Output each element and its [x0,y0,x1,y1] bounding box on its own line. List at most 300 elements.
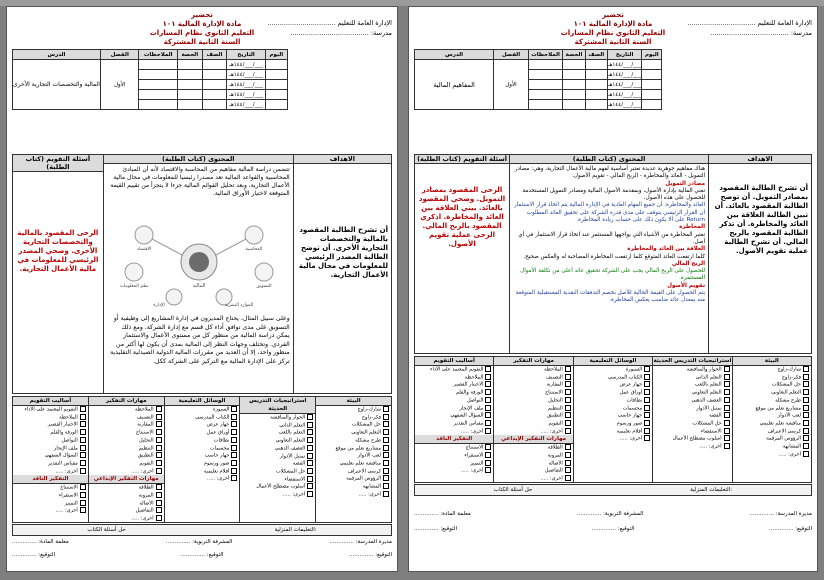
checkbox-icon[interactable] [803,381,809,387]
checkbox-icon[interactable] [803,397,809,403]
checkbox-icon[interactable] [156,421,162,427]
checkbox-icon[interactable] [485,420,491,426]
checklist-item[interactable] [574,412,652,420]
checkbox-icon[interactable] [307,422,313,428]
checklist-item[interactable] [494,381,572,389]
checklist-item[interactable] [494,444,572,452]
checklist-label: الطلاقة [547,444,563,451]
checklist-item[interactable] [653,381,731,389]
checklist-item[interactable] [89,421,164,429]
checkbox-icon[interactable] [803,428,809,434]
checklist-label: التنظيم [138,445,154,452]
checklist-item[interactable] [316,421,391,429]
checklist-item[interactable] [415,397,493,405]
checklist-label: أخرى: ..... [282,491,306,498]
checklist-item[interactable] [574,366,652,374]
checklist-label: أخرى: ..... [207,475,230,482]
checklist-item[interactable] [165,429,240,437]
content-paragraph: هناك مفاهيم جوهرية عديدة تعتبر أساسية لفهم مالية الأعمال التجارية، وهي: مصادر التمويل - العائد والمخاطرة - الربح المالي - تقويم الأصول. [514,166,706,180]
checklist-item[interactable] [574,428,652,436]
checkbox-icon[interactable] [383,468,389,474]
checkbox-icon[interactable] [307,460,313,466]
checklist-label: التنظيم [547,405,563,412]
checkbox-icon[interactable] [724,397,730,403]
checklist-item[interactable] [165,452,240,460]
signature-field: التوقيع: .............. [12,552,55,558]
checklist-item[interactable] [653,443,731,451]
checklist-item[interactable] [494,389,572,397]
checkbox-icon[interactable] [485,444,491,450]
checklist-item[interactable] [494,405,572,413]
checklist-item[interactable] [574,397,652,405]
checklist-item[interactable] [316,475,391,483]
checklist-item[interactable] [415,444,493,452]
checkbox-icon[interactable] [156,500,162,506]
checklist-item[interactable] [316,483,391,491]
checkbox-icon[interactable] [485,467,491,473]
checklist-item[interactable] [89,484,164,492]
checklist-item[interactable] [89,429,164,437]
checklist-item[interactable] [89,468,164,476]
checklist-item[interactable] [240,491,315,499]
checklist-item[interactable] [89,500,164,508]
checklist-label: التقويم [139,460,154,467]
thinking-column [493,357,572,482]
objectives-header: الاهداف [294,155,391,164]
checkbox-icon[interactable] [156,437,162,443]
checkbox-icon[interactable] [231,445,237,451]
objectives-text: أن تشرح الطالبة المقصود بالمالية والتخصصات التجارية الأخرى. أن توضح الطالبة المصدر الرئيسي للمعلومات في مجال مالية الأعمال التجارية. [298,226,388,279]
checkbox-icon[interactable] [724,366,730,372]
document-page-left [6,6,398,572]
checklist-item[interactable] [574,420,652,428]
checkbox-icon[interactable] [803,412,809,418]
checkbox-icon[interactable] [156,468,162,474]
checklist-label: المقارنة [546,381,563,388]
checkbox-icon[interactable] [724,412,730,418]
checklist-item[interactable] [415,460,493,468]
date-cell: ___/___/١٤٤هـ [227,90,265,100]
checklist-item[interactable] [415,381,493,389]
checklist-item[interactable] [653,397,731,405]
content-paragraph: كلما ارتفعت العائد المتوقع كلما ارتفعت المخاطرة المصاحبة له والعكس صحيح. [523,253,706,260]
checkbox-icon[interactable] [156,452,162,458]
checklist-item[interactable] [165,421,240,429]
checkbox-icon[interactable] [803,405,809,411]
checklist-label: الملاحظة [464,374,484,381]
checklist-item[interactable] [13,414,88,422]
checklist-label: الكتاب المدرسي [607,374,643,381]
checkbox-icon[interactable] [80,484,86,490]
checklist-item[interactable] [240,476,315,484]
checkbox-icon[interactable] [231,460,237,466]
checkbox-icon[interactable] [485,397,491,403]
checkbox-icon[interactable] [80,507,86,513]
checkbox-icon[interactable] [383,406,389,412]
checklist-item[interactable] [733,366,811,374]
checkbox-icon[interactable] [231,468,237,474]
checklist-item[interactable] [89,460,164,468]
th-day: اليوم [265,50,287,60]
checklist-item[interactable] [240,437,315,445]
checklist-item[interactable] [165,460,240,468]
checklist-label: أخرى: ..... [131,515,154,522]
checklist-item[interactable] [165,406,240,414]
checklist-item[interactable] [316,429,391,437]
checkbox-icon[interactable] [383,421,389,427]
supervisor-name: المشرفة التربوية: .............. [576,511,644,517]
checklist-item[interactable] [89,414,164,422]
checklist-item[interactable] [653,366,731,374]
checklist-item[interactable] [89,515,164,523]
checklist-item[interactable] [494,467,572,475]
checkbox-icon[interactable] [724,420,730,426]
teacher-name: معلمة المادة: .............. [414,511,471,517]
checklist-item[interactable] [165,445,240,453]
checklist-item[interactable] [13,421,88,429]
checkbox-icon[interactable] [307,483,313,489]
checkbox-icon[interactable] [803,389,809,395]
checklist-item[interactable] [733,381,811,389]
diagram-node [135,226,153,244]
checklist-label: السبورة [625,366,643,373]
checklist-item[interactable] [494,397,572,405]
checklist-item[interactable] [13,500,88,508]
checklist-item[interactable] [415,428,493,436]
checkbox-icon[interactable] [803,374,809,380]
checklist-item[interactable] [13,492,88,500]
checkbox-icon[interactable] [156,460,162,466]
checklist-label: جهاز حاسب [204,452,230,459]
checkbox-icon[interactable] [565,412,571,418]
checkbox-icon[interactable] [565,452,571,458]
checklist-item[interactable] [653,428,731,436]
checklist-item[interactable] [240,483,315,491]
checklist-item[interactable] [494,374,572,382]
checklist-item[interactable] [316,491,391,499]
checklist-item[interactable] [653,405,731,413]
checkbox-icon[interactable] [724,374,730,380]
checkbox-icon[interactable] [485,412,491,418]
checklist-item[interactable] [316,414,391,422]
checklist-item[interactable] [415,452,493,460]
checkbox-icon[interactable] [565,405,571,411]
checklist-item[interactable] [240,422,315,430]
checklist-item[interactable] [494,366,572,374]
checklist-item[interactable] [574,435,652,443]
checklist-item[interactable] [653,389,731,397]
checklist-label: أخرى: ..... [131,468,154,475]
diagram-node [255,263,273,281]
checklist-item[interactable] [13,406,88,414]
checkbox-icon[interactable] [383,460,389,466]
checkbox-icon[interactable] [80,492,86,498]
checklist-item[interactable] [574,374,652,382]
checkbox-icon[interactable] [644,435,650,441]
checklist-item[interactable] [89,507,164,515]
checkbox-icon[interactable] [307,453,313,459]
checklist-item[interactable] [13,437,88,445]
checkbox-icon[interactable] [644,381,650,387]
checklist-item[interactable] [240,414,315,422]
critical-list [415,444,493,475]
checklist-item[interactable] [165,437,240,445]
checklist-item[interactable] [733,420,811,428]
checkbox-icon[interactable] [156,484,162,490]
checkbox-icon[interactable] [724,435,730,441]
document-page-right [408,6,818,572]
checkbox-icon[interactable] [724,443,730,449]
checkbox-icon[interactable] [156,492,162,498]
checkbox-icon[interactable] [803,420,809,426]
checkbox-icon[interactable] [231,406,237,412]
checkbox-icon[interactable] [803,443,809,449]
checkbox-icon[interactable] [485,366,491,372]
checkbox-icon[interactable] [231,429,237,435]
checklist-item[interactable] [574,389,652,397]
checkbox-icon[interactable] [724,428,730,434]
checklist-item[interactable] [13,507,88,515]
checkbox-icon[interactable] [307,445,313,451]
checklist-label: مقياس التقدير [453,420,484,427]
checkbox-icon[interactable] [156,406,162,412]
checklist-item[interactable] [733,397,811,405]
checklist-item[interactable] [415,467,493,475]
checkbox-icon[interactable] [565,389,571,395]
checklist-item[interactable] [733,435,811,443]
checklist-item[interactable] [494,475,572,483]
checklist-item[interactable] [494,428,572,436]
finance-diagram [114,217,284,307]
checklist-item[interactable] [316,468,391,476]
checklist-item[interactable] [13,445,88,453]
checkbox-icon[interactable] [724,405,730,411]
checklist-item[interactable] [653,412,731,420]
checkbox-icon[interactable] [307,491,313,497]
checklist-label: مجسمات [209,445,230,452]
checklist-label: الحوار والمناقشة [686,366,722,373]
checkbox-icon[interactable] [644,412,650,418]
checklist-item[interactable] [733,405,811,413]
checkbox-icon[interactable] [80,421,86,427]
checklist-item[interactable] [316,452,391,460]
env-list [733,366,811,458]
checkbox-icon[interactable] [644,420,650,426]
checklist-item[interactable] [415,366,493,374]
checklist-label: التقويم [548,420,563,427]
checkbox-icon[interactable] [383,491,389,497]
checklist-label: حل المشكلات [692,420,722,427]
checklist-item[interactable] [13,429,88,437]
checklist-label: كرسي الاعتراف [767,428,801,435]
checklist-item[interactable] [415,389,493,397]
checkbox-icon[interactable] [383,414,389,420]
checklist-item[interactable] [13,484,88,492]
checkbox-icon[interactable] [485,452,491,458]
checklist-item[interactable] [240,445,315,453]
checklist-item[interactable] [494,452,572,460]
checklist-item[interactable] [13,468,88,476]
checklist-item[interactable] [13,452,88,460]
evaluation-header: أسئلة التقويم (كتاب الطلبة) [415,155,509,164]
checklist-item[interactable] [240,460,315,468]
checklist-label: الرؤوس المرقمة [766,435,801,442]
checklist-item[interactable] [415,412,493,420]
content-paragraph: تقويم الأصول [667,282,706,289]
checklist-item[interactable] [494,412,572,420]
content-paragraph: للحصول على الربح المالي يجب على الشركة تحقيق عائد أعلى من تكلفة الأموال المستثمرة. [520,268,706,282]
checklist-item[interactable] [653,420,731,428]
checkbox-icon[interactable] [644,389,650,395]
checklist-item[interactable] [733,428,811,436]
checkbox-icon[interactable] [485,405,491,411]
checklist-item[interactable] [240,468,315,476]
checklist-item[interactable] [733,443,811,451]
checklist-item[interactable] [89,406,164,414]
checklist-item[interactable] [733,389,811,397]
checkbox-icon[interactable] [231,414,237,420]
checkbox-icon[interactable] [565,475,571,481]
checkbox-icon[interactable] [80,429,86,435]
checkbox-icon[interactable] [307,429,313,435]
checklist-label: التعلم الذاتي [279,422,306,429]
school-line: مدرسة: ...................................... [710,29,812,37]
checkbox-icon[interactable] [803,451,809,457]
checklist-item[interactable] [165,414,240,422]
checklist-item[interactable] [316,445,391,453]
checkbox-icon[interactable] [231,475,237,481]
checkbox-icon[interactable] [80,460,86,466]
checkbox-icon[interactable] [644,428,650,434]
checkbox-icon[interactable] [80,445,86,451]
checkbox-icon[interactable] [80,414,86,420]
checklist-label: الاستقراء [58,492,78,499]
checkbox-icon[interactable] [565,467,571,473]
checkbox-icon[interactable] [644,405,650,411]
checklist-label: حل المشكلات [351,421,381,428]
checkbox-icon[interactable] [565,420,571,426]
checklist-item[interactable] [733,451,811,459]
checklist-item[interactable] [13,460,88,468]
checklist-item[interactable] [165,475,240,483]
checkbox-icon[interactable] [156,429,162,435]
checkbox-icon[interactable] [383,483,389,489]
checkbox-icon[interactable] [307,476,313,482]
checklist-item[interactable] [240,453,315,461]
checkbox-icon[interactable] [803,435,809,441]
checkbox-icon[interactable] [644,374,650,380]
checkbox-icon[interactable] [383,445,389,451]
checkbox-icon[interactable] [383,475,389,481]
checkbox-icon[interactable] [156,414,162,420]
checkbox-icon[interactable] [156,515,162,521]
checklist-item[interactable] [415,420,493,428]
checklist-item[interactable] [89,492,164,500]
checkbox-icon[interactable] [80,437,86,443]
checkbox-icon[interactable] [803,366,809,372]
checkbox-icon[interactable] [724,389,730,395]
checkbox-icon[interactable] [644,397,650,403]
critical-thinking-header: التفكير الناقد [415,435,493,444]
checkbox-icon[interactable] [565,444,571,450]
checkbox-icon[interactable] [485,428,491,434]
checkbox-icon[interactable] [231,421,237,427]
checkbox-icon[interactable] [80,406,86,412]
checklist-item[interactable] [240,429,315,437]
checklist-label: حل المشكلات [276,468,306,475]
date-cell: ___/___/١٤٤هـ [607,91,642,98]
checkbox-icon[interactable] [565,366,571,372]
checklist-label: أخرى: ..... [461,467,484,474]
checklist-label: الملاحظة [134,406,154,413]
checkbox-icon[interactable] [485,389,491,395]
checklist-item[interactable] [494,420,572,428]
checklist-item[interactable] [574,405,652,413]
checklist-item[interactable] [89,452,164,460]
checklist-label: التمييز [470,460,484,467]
checkbox-icon[interactable] [485,374,491,380]
checkbox-icon[interactable] [485,460,491,466]
checklist-item[interactable] [415,405,493,413]
checkbox-icon[interactable] [231,437,237,443]
checklist-item[interactable] [653,374,731,382]
th-lesson: الدرس [415,50,494,60]
checkbox-icon[interactable] [383,437,389,443]
checklist-item[interactable] [494,460,572,468]
checklist-item[interactable] [653,435,731,443]
checklist-label: أخرى: ..... [778,451,801,458]
checkbox-icon[interactable] [80,468,86,474]
critical-list [13,484,88,515]
checkbox-icon[interactable] [383,429,389,435]
checkbox-icon[interactable] [80,452,86,458]
checklist-label: الورقة والقلم [455,389,484,396]
checklist-item[interactable] [316,406,391,414]
checklist-item[interactable] [415,374,493,382]
checkbox-icon[interactable] [644,366,650,372]
checklist-item[interactable] [165,468,240,476]
checkbox-icon[interactable] [307,437,313,443]
evaluation-column [13,155,104,393]
checkbox-icon[interactable] [565,397,571,403]
checkbox-icon[interactable] [724,381,730,387]
strategy-column [239,397,315,522]
checkbox-icon[interactable] [307,468,313,474]
checkbox-icon[interactable] [307,414,313,420]
checklist-item[interactable] [316,437,391,445]
checklist-item[interactable] [316,460,391,468]
checkbox-icon[interactable] [485,381,491,387]
checkbox-icon[interactable] [156,445,162,451]
checklist-item[interactable] [733,374,811,382]
year-title: السنة الثانية المشتركة [163,38,241,46]
checkbox-icon[interactable] [565,460,571,466]
checklist-item[interactable] [89,445,164,453]
checkbox-icon[interactable] [231,452,237,458]
checkbox-icon[interactable] [383,452,389,458]
checklist-label: الاختبار القصير [47,421,78,428]
checklist-item[interactable] [733,412,811,420]
checkbox-icon[interactable] [156,507,162,513]
checkbox-icon[interactable] [565,374,571,380]
checklist-item[interactable] [574,381,652,389]
checkbox-icon[interactable] [565,381,571,387]
checklist-label: لعب الأدوار [357,452,381,459]
checklist-item[interactable] [89,437,164,445]
checkbox-icon[interactable] [565,428,571,434]
checkbox-icon[interactable] [80,500,86,506]
checklist-label: العصف الذهني [691,397,722,404]
